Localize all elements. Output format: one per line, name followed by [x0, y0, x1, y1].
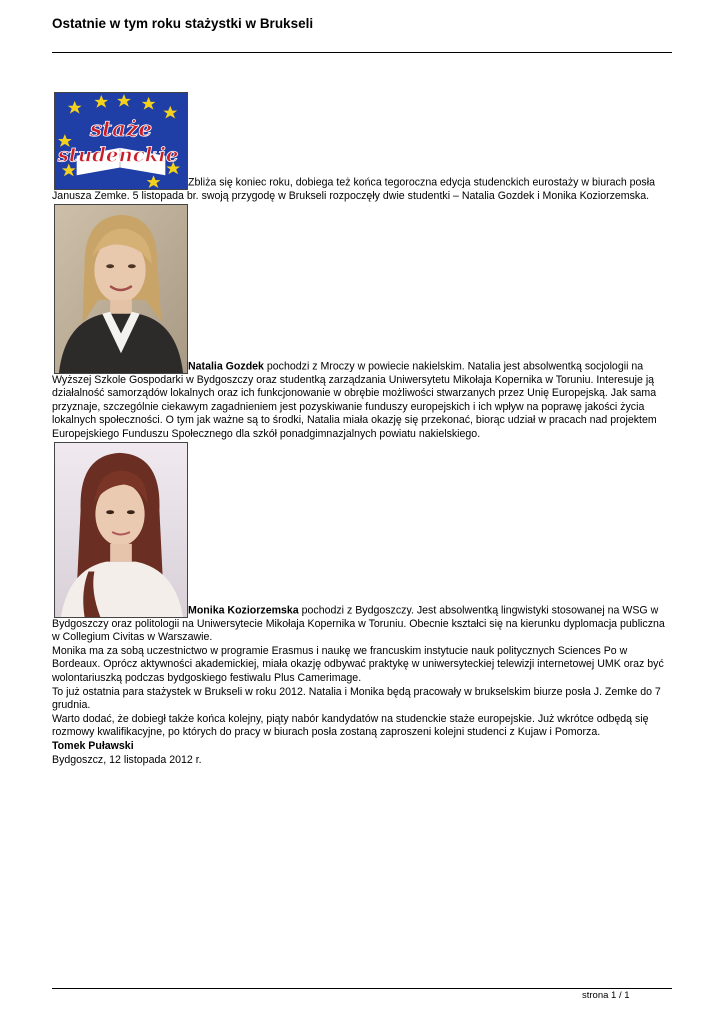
page-number: strona 1 / 1	[582, 990, 630, 1001]
article-body	[52, 92, 672, 767]
author: Tomek Puławski	[52, 739, 134, 752]
portrait-photo-icon	[55, 205, 187, 373]
last-pair-paragraph: To już ostatnia para stażystek w Brukseli w roku 2012. Natalia i Monika będą pracowały w brukselskim biurze posła J. Zemke do 7 grudnia.	[52, 685, 661, 712]
portrait-photo-icon	[55, 443, 187, 617]
page-title: Ostatnie w tym roku stażystki w Brukseli	[52, 16, 314, 31]
monika-photo	[54, 442, 188, 618]
monika-paragraph-2: Monika ma za sobą uczestnictwo w programie Erasmus i naukę we francuskim instytucie nauk politycznych Sciences Po w Bordeaux. Oprócz aktywności akademickiej, miała okazję odbywać praktykę w uniwersyteckiej telewizji internetowej UMK oraz być wolontariuszką podczas bydgoskiego festiwalu Plus Camerimage.	[52, 644, 664, 684]
staze-logo-image	[54, 92, 188, 190]
natalia-photo	[54, 204, 188, 374]
svg-text:staże: staże	[89, 117, 153, 143]
dateline: Bydgoszcz, 12 listopada 2012 r.	[52, 753, 202, 766]
natalia-paragraph: Natalia Gozdek pochodzi z Mroczy w powiecie nakielskim. Natalia jest absolwentką socjologii na Wyższej Szkole Gospodarki w Bydgoszczy oraz studentką zarządzania Uniwersytetu Mikołaja Kopernika w Toruniu. Interesuje ją działalność samorządów lokalnych oraz ich funkcjonowanie w obrębie możliwości stwarzanych przez Unię Europejską. Jak sama przyznaje, szczególnie ciekawym zagadnieniem jest pozyskiwanie funduszy europejskich i ich wpływ na poprawę jakości życia lokalnych społeczności. O tym jak ważne są to środki, Natalia miała okazję się przekonać, biorąc udział w pracach nad projektem Europejskiego Funduszu Społecznego dla szkół ponadgimnazjalnych powiatu nakielskiego.	[52, 204, 672, 442]
svg-text:studenckie: studenckie	[57, 143, 179, 167]
header-rule	[52, 52, 672, 53]
monika-paragraph: Monika Koziorzemska pochodzi z Bydgoszczy. Jest absolwentką lingwistyki stosowanej na WSG w Bydgoszczy oraz politologii na Uniwersytecie Mikołaja Kopernika w Toruniu. Obecnie kształci się na kierunku dyplomacja publiczna w Collegium Civitas w Warszawie.	[52, 442, 672, 645]
eu-stars-book-icon	[55, 93, 187, 189]
footer-rule	[52, 988, 672, 989]
recruitment-paragraph: Warto dodać, że dobiegł także końca kolejny, piąty nabór kandydatów na studenckie staże europejskie. Już wkrótce odbędą się rozmowy kwalifikacyjne, po których do pracy w biurach posła zostaną zaproszeni kolejni studenci z Kujaw i Pomorza.	[52, 712, 649, 739]
intro-paragraph: staże studenckie Zbliża się koniec roku, dobiega też końca tegoroczna edycja studenckich eurostaży w biurach posła Janusza Zemke. 5 listopada br. swoją przygodę w Brukseli rozpoczęły dwie studentki – Natalia Gozdek i Monika Koziorzemska.	[52, 92, 672, 204]
